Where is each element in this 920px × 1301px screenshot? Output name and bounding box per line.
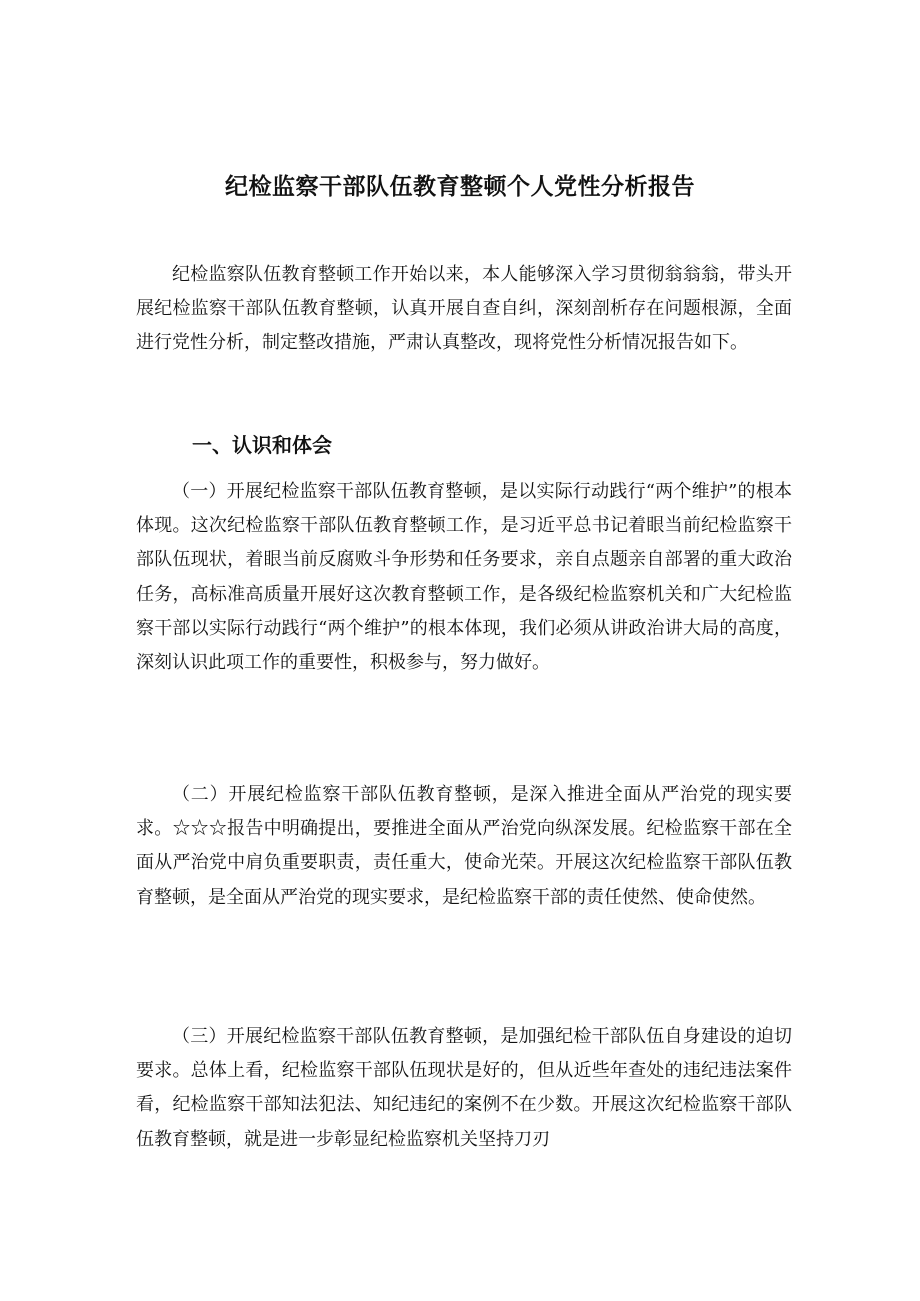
- section-paragraph-1: （一）开展纪检监察干部队伍教育整顿，是以实际行动践行“两个维护”的根本体现。这次纪检监察干部队伍教育整顿工作，是习近平总书记着眼当前纪检监察干部队伍现状，着眼当前反腐败斗争形势和任务要求，亲自点题亲自部署的重大政治任务，高标准高质量开展好这次教育整顿工作，是各级纪检监察机关和广大纪检监察干部以实际行动践行“两个维护”的根本体现，我们必须从讲政治讲大局的高度，深刻认识此项工作的重要性，积极参与，努力做好。: [136, 481, 792, 674]
- section-paragraph-3: （三）开展纪检监察干部队伍教育整顿，是加强纪检干部队伍自身建设的迫切要求。总体上看，纪检监察干部队伍现状是好的，但从近些年查处的违纪违法案件看，纪检监察干部知法犯法、知纪违纪的案例不在少数。开展这次纪检监察干部队伍教育整顿，就是进一步彰显纪检监察机关坚持刀刃: [136, 1026, 792, 1150]
- section-heading: 一、认识和体会: [192, 433, 332, 457]
- intro-paragraph: 纪检监察队伍教育整顿工作开始以来，本人能够深入学习贯彻翁翁翁，带头开展纪检监察干部队伍教育整顿，认真开展自查自纠，深刻剖析存在问题根源，全面进行党性分析，制定整改措施，严肃认真整改，现将党性分析情况报告如下。: [136, 264, 792, 354]
- section-paragraph-2: （二）开展纪检监察干部队伍教育整顿，是深入推进全面从严治党的现实要求。☆☆☆报告中明确提出，要推进全面从严治党向纵深发展。纪检监察干部在全面从严治党中肩负重要职责，责任重大，使命光荣。开展这次纪检监察干部队伍教育整顿，是全面从严治党的现实要求，是纪检监察干部的责任使然、使命使然。: [136, 784, 792, 908]
- document-title: 纪检监察干部队伍教育整顿个人党性分析报告: [225, 174, 695, 200]
